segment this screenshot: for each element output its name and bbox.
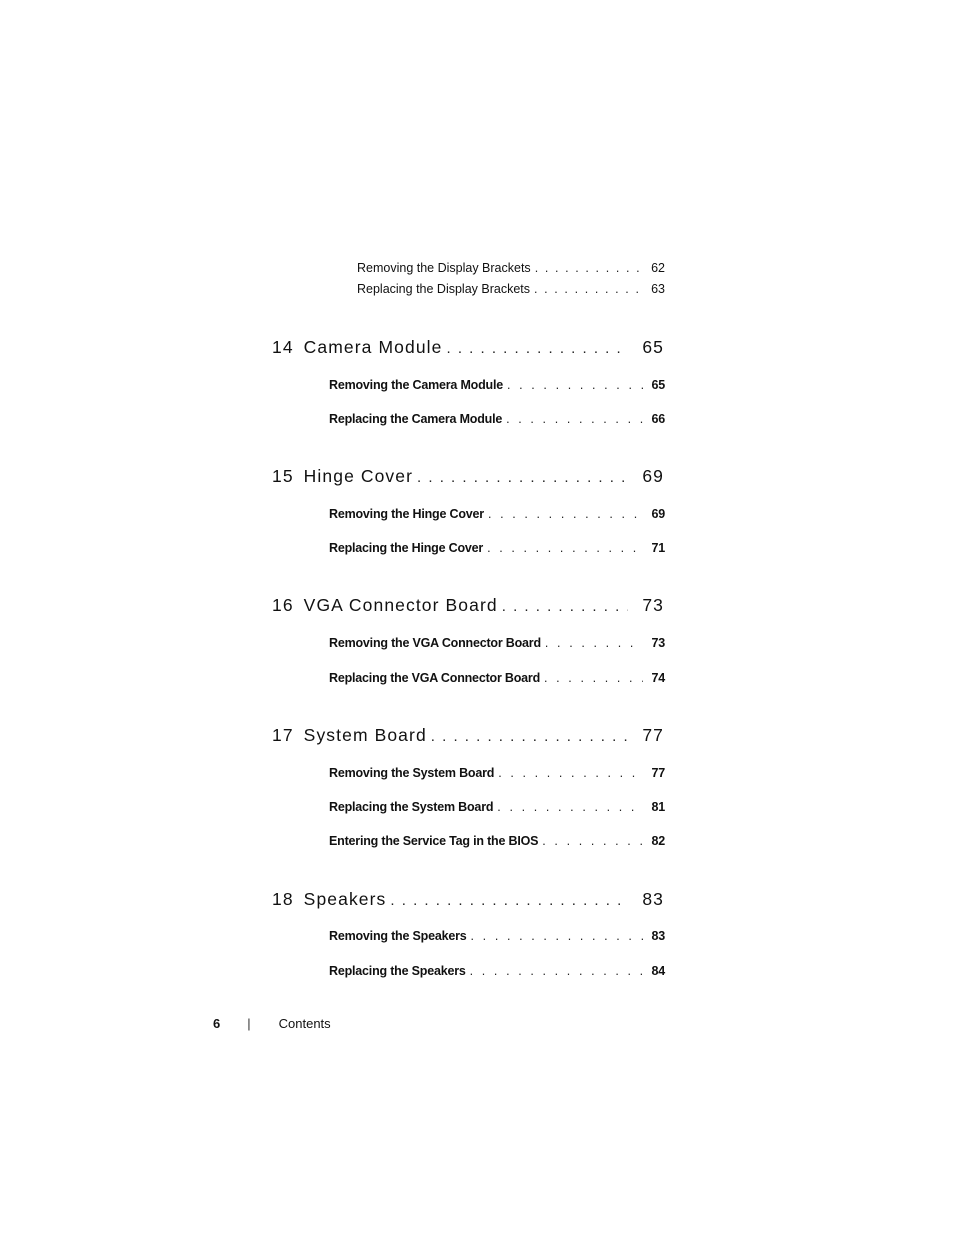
toc-section-label: Replacing the System Board xyxy=(329,800,494,814)
toc-page-number: 65 xyxy=(651,378,665,392)
leader-dots xyxy=(545,636,643,650)
toc-entry[interactable] xyxy=(357,282,665,296)
toc-page-number: 83 xyxy=(651,929,665,943)
toc-chapter-18[interactable] xyxy=(272,889,664,910)
toc-section-label: Replacing the VGA Connector Board xyxy=(329,671,541,685)
leader-dots xyxy=(535,261,645,275)
toc-entry-label: Replacing the Display Brackets xyxy=(357,282,530,296)
toc-section[interactable] xyxy=(329,412,665,426)
toc-entry[interactable] xyxy=(357,261,665,275)
toc-section[interactable] xyxy=(329,834,665,848)
toc-section-label: Removing the Camera Module xyxy=(329,378,503,392)
footer-page-number: 6 xyxy=(213,1016,221,1031)
toc-page-number: 69 xyxy=(651,507,665,521)
toc-section[interactable] xyxy=(329,507,665,521)
toc-chapter-17[interactable] xyxy=(272,725,664,746)
toc-page-number: 63 xyxy=(651,282,665,296)
toc-chapter-16[interactable] xyxy=(272,595,664,616)
chapter-number: 16 xyxy=(272,595,294,615)
chapter-number: 18 xyxy=(272,889,294,909)
toc-section[interactable] xyxy=(329,929,665,943)
toc-section-label: Removing the System Board xyxy=(329,766,495,780)
leader-dots xyxy=(542,834,643,848)
toc-page-number: 73 xyxy=(642,595,664,615)
leader-dots xyxy=(534,282,645,296)
toc-page-number: 74 xyxy=(651,671,665,685)
toc-section-label: Removing the Hinge Cover xyxy=(329,507,484,521)
toc-section[interactable] xyxy=(329,378,665,392)
chapter-title: Hinge Cover xyxy=(303,466,414,486)
toc-section-label: Entering the Service Tag in the BIOS xyxy=(329,834,539,848)
chapter-title: Speakers xyxy=(303,889,387,909)
footer-separator: | xyxy=(247,1016,251,1031)
toc-page-number: 81 xyxy=(651,800,665,814)
footer-section-name: Contents xyxy=(278,1016,331,1031)
leader-dots xyxy=(471,929,643,943)
leader-dots xyxy=(502,598,629,615)
leader-dots xyxy=(446,340,628,357)
chapter-number: 15 xyxy=(272,466,294,486)
toc-page-number: 73 xyxy=(651,636,665,650)
toc-section[interactable] xyxy=(329,671,665,685)
toc-entry-label: Removing the Display Brackets xyxy=(357,261,531,275)
toc-section-label: Replacing the Speakers xyxy=(329,964,466,978)
leader-dots xyxy=(431,728,629,745)
toc-page-number: 83 xyxy=(642,889,664,909)
toc-page-number: 77 xyxy=(651,766,665,780)
toc-section[interactable] xyxy=(329,800,665,814)
chapter-number: 14 xyxy=(272,337,294,357)
toc-page-number: 82 xyxy=(651,834,665,848)
toc-section[interactable] xyxy=(329,766,665,780)
toc-page-number: 84 xyxy=(651,964,665,978)
toc-chapter-14[interactable] xyxy=(272,337,664,358)
chapter-title: System Board xyxy=(303,725,427,745)
toc-page-number: 62 xyxy=(651,261,665,275)
toc-section-label: Replacing the Camera Module xyxy=(329,412,503,426)
toc-section[interactable] xyxy=(329,964,665,978)
toc-section[interactable] xyxy=(329,636,665,650)
leader-dots xyxy=(497,800,643,814)
toc-section-label: Removing the VGA Connector Board xyxy=(329,636,541,650)
leader-dots xyxy=(544,671,643,685)
leader-dots xyxy=(507,378,643,392)
toc-page-number: 77 xyxy=(642,725,664,745)
toc-section[interactable] xyxy=(329,541,665,555)
toc-page-number: 66 xyxy=(651,412,665,426)
toc-page-number: 71 xyxy=(651,541,665,555)
leader-dots xyxy=(506,412,643,426)
leader-dots xyxy=(498,766,643,780)
leader-dots xyxy=(470,964,643,978)
toc-section-label: Removing the Speakers xyxy=(329,929,467,943)
toc-page-number: 65 xyxy=(642,337,664,357)
toc-page-number: 69 xyxy=(642,466,664,486)
leader-dots xyxy=(487,541,643,555)
leader-dots xyxy=(417,469,628,486)
leader-dots xyxy=(390,892,628,909)
chapter-title: VGA Connector Board xyxy=(303,595,498,615)
chapter-title: Camera Module xyxy=(303,337,443,357)
page-footer xyxy=(213,1016,331,1031)
leader-dots xyxy=(488,507,643,521)
chapter-number: 17 xyxy=(272,725,294,745)
toc-chapter-15[interactable] xyxy=(272,466,664,487)
toc-section-label: Replacing the Hinge Cover xyxy=(329,541,484,555)
